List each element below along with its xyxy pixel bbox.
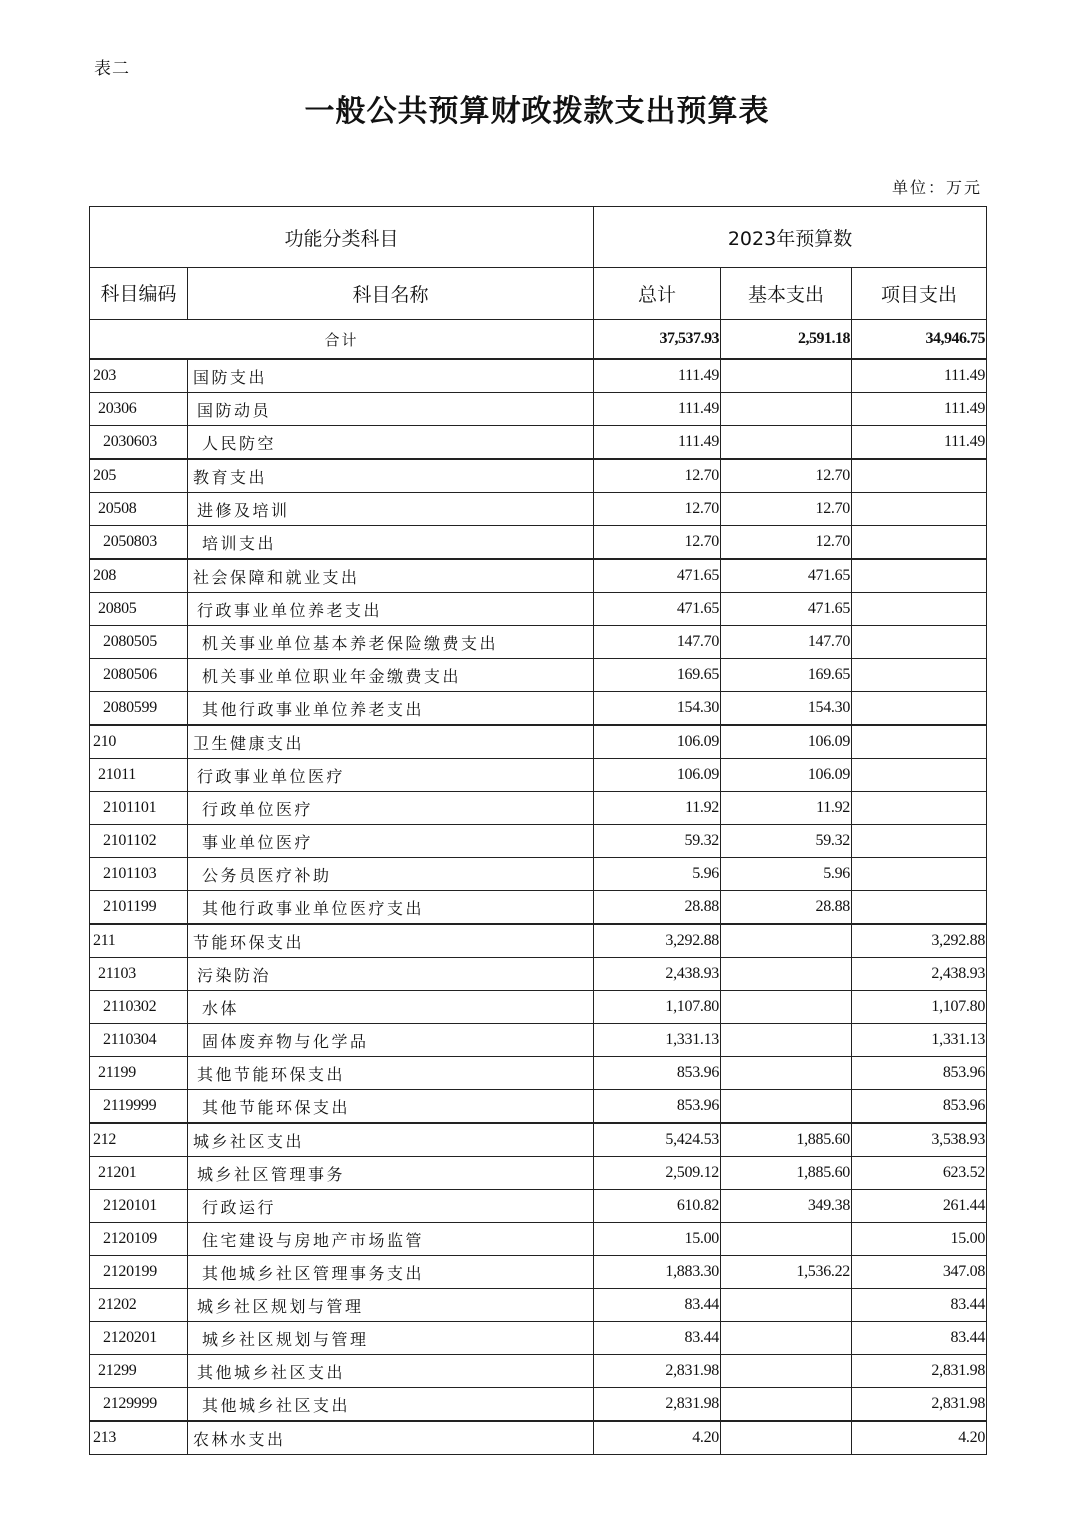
- header-group-row: [90, 207, 987, 268]
- row-basic: [721, 359, 852, 393]
- row-total: 471.65: [594, 559, 721, 593]
- header-total: 总计: [594, 268, 721, 320]
- row-total: 1,331.13: [594, 1024, 721, 1057]
- row-total: 169.65: [594, 659, 721, 692]
- header-name: 科目名称: [188, 268, 594, 320]
- row-total: 111.49: [594, 359, 721, 393]
- row-code: 2101199: [90, 891, 188, 925]
- table-row: [90, 891, 987, 925]
- row-code: 2101101: [90, 792, 188, 825]
- row-project: 1,331.13: [852, 1024, 987, 1057]
- row-project: [852, 559, 987, 593]
- table-row: [90, 759, 987, 792]
- row-code: 2101103: [90, 858, 188, 891]
- row-project: [852, 759, 987, 792]
- row-name: 其他行政事业单位养老支出: [188, 692, 594, 726]
- row-total: 3,292.88: [594, 924, 721, 958]
- row-project: 261.44: [852, 1190, 987, 1223]
- row-basic: 1,885.60: [721, 1123, 852, 1157]
- row-code: 2120199: [90, 1256, 188, 1289]
- row-total: 106.09: [594, 725, 721, 759]
- table-row: [90, 559, 987, 593]
- row-project: [852, 858, 987, 891]
- row-total: 111.49: [594, 393, 721, 426]
- row-name: 人民防空: [188, 426, 594, 460]
- row-code: 20508: [90, 493, 188, 526]
- row-name: 其他城乡社区支出: [188, 1355, 594, 1388]
- row-basic: 59.32: [721, 825, 852, 858]
- row-code: 21103: [90, 958, 188, 991]
- table-row: [90, 526, 987, 560]
- row-name: 行政事业单位医疗: [188, 759, 594, 792]
- row-name: 国防支出: [188, 359, 594, 393]
- row-code: 21201: [90, 1157, 188, 1190]
- header-code: 科目编码: [90, 268, 188, 320]
- row-code: 2030603: [90, 426, 188, 460]
- row-code: 2110304: [90, 1024, 188, 1057]
- table-number: 表二: [94, 59, 130, 78]
- row-basic: 169.65: [721, 659, 852, 692]
- row-basic: [721, 924, 852, 958]
- row-name: 城乡社区管理事务: [188, 1157, 594, 1190]
- header-budget-year: 2023年预算数: [594, 207, 987, 268]
- table-row: [90, 792, 987, 825]
- row-total: 15.00: [594, 1223, 721, 1256]
- row-code: 2080506: [90, 659, 188, 692]
- table-row: [90, 1024, 987, 1057]
- row-project: [852, 725, 987, 759]
- table-row: [90, 1057, 987, 1090]
- table-row: [90, 1256, 987, 1289]
- row-code: 212: [90, 1123, 188, 1157]
- row-code: 211: [90, 924, 188, 958]
- row-project: [852, 493, 987, 526]
- total-project: 34,946.75: [852, 320, 987, 360]
- row-basic: 349.38: [721, 1190, 852, 1223]
- row-total: 471.65: [594, 593, 721, 626]
- row-basic: [721, 1223, 852, 1256]
- table-row: [90, 1388, 987, 1422]
- row-total: 5.96: [594, 858, 721, 891]
- row-total: 5,424.53: [594, 1123, 721, 1157]
- row-basic: [721, 991, 852, 1024]
- row-basic: [721, 426, 852, 460]
- row-basic: 147.70: [721, 626, 852, 659]
- row-name: 水体: [188, 991, 594, 1024]
- table-row: [90, 593, 987, 626]
- budget-table: [89, 206, 987, 1455]
- row-project: [852, 526, 987, 560]
- row-code: 20306: [90, 393, 188, 426]
- row-name: 污染防治: [188, 958, 594, 991]
- row-project: [852, 459, 987, 493]
- page-title: 一般公共预算财政拨款支出预算表: [304, 95, 770, 128]
- row-total: 83.44: [594, 1289, 721, 1322]
- row-name: 事业单位医疗: [188, 825, 594, 858]
- row-total: 147.70: [594, 626, 721, 659]
- row-name: 机关事业单位基本养老保险缴费支出: [188, 626, 594, 659]
- row-basic: [721, 1057, 852, 1090]
- row-name: 教育支出: [188, 459, 594, 493]
- row-name: 城乡社区规划与管理: [188, 1289, 594, 1322]
- row-basic: [721, 1289, 852, 1322]
- row-total: 1,107.80: [594, 991, 721, 1024]
- row-total: 83.44: [594, 1322, 721, 1355]
- row-project: 3,538.93: [852, 1123, 987, 1157]
- row-project: 2,831.98: [852, 1388, 987, 1422]
- row-project: 83.44: [852, 1322, 987, 1355]
- row-project: [852, 659, 987, 692]
- row-project: 2,831.98: [852, 1355, 987, 1388]
- row-project: [852, 792, 987, 825]
- row-project: [852, 891, 987, 925]
- row-name: 住宅建设与房地产市场监管: [188, 1223, 594, 1256]
- row-basic: [721, 1024, 852, 1057]
- row-total: 28.88: [594, 891, 721, 925]
- row-project: 853.96: [852, 1090, 987, 1124]
- row-code: 2120109: [90, 1223, 188, 1256]
- table-row: [90, 1322, 987, 1355]
- row-basic: [721, 393, 852, 426]
- row-project: 3,292.88: [852, 924, 987, 958]
- row-project: 2,438.93: [852, 958, 987, 991]
- row-basic: [721, 1322, 852, 1355]
- table-row: [90, 858, 987, 891]
- row-code: 2080505: [90, 626, 188, 659]
- row-name: 城乡社区支出: [188, 1123, 594, 1157]
- row-total: 111.49: [594, 426, 721, 460]
- row-basic: 1,536.22: [721, 1256, 852, 1289]
- table-row: [90, 1223, 987, 1256]
- table-row: [90, 1190, 987, 1223]
- row-total: 2,438.93: [594, 958, 721, 991]
- row-project: 853.96: [852, 1057, 987, 1090]
- row-basic: 106.09: [721, 725, 852, 759]
- row-basic: [721, 958, 852, 991]
- row-code: 21199: [90, 1057, 188, 1090]
- row-basic: [721, 1090, 852, 1124]
- row-total: 4.20: [594, 1421, 721, 1455]
- row-project: [852, 626, 987, 659]
- row-name: 卫生健康支出: [188, 725, 594, 759]
- row-code: 2101102: [90, 825, 188, 858]
- row-basic: 5.96: [721, 858, 852, 891]
- row-basic: 12.70: [721, 493, 852, 526]
- row-basic: 12.70: [721, 459, 852, 493]
- table-row: [90, 659, 987, 692]
- row-name: 行政单位医疗: [188, 792, 594, 825]
- row-name: 行政事业单位养老支出: [188, 593, 594, 626]
- row-total: 2,831.98: [594, 1355, 721, 1388]
- table-row: [90, 359, 987, 393]
- row-total: 106.09: [594, 759, 721, 792]
- row-name: 机关事业单位职业年金缴费支出: [188, 659, 594, 692]
- row-name: 培训支出: [188, 526, 594, 560]
- row-name: 国防动员: [188, 393, 594, 426]
- total-basic: 2,591.18: [721, 320, 852, 360]
- row-basic: 471.65: [721, 559, 852, 593]
- row-project: 111.49: [852, 359, 987, 393]
- row-project: 4.20: [852, 1421, 987, 1455]
- row-basic: [721, 1355, 852, 1388]
- row-project: 83.44: [852, 1289, 987, 1322]
- table-row: [90, 725, 987, 759]
- table-row: [90, 426, 987, 460]
- total-label: 合计: [90, 320, 594, 360]
- table-row: [90, 991, 987, 1024]
- table-row: [90, 626, 987, 659]
- table-row: [90, 1355, 987, 1388]
- row-project: [852, 825, 987, 858]
- row-basic: 1,885.60: [721, 1157, 852, 1190]
- header-basic: 基本支出: [721, 268, 852, 320]
- row-total: 12.70: [594, 459, 721, 493]
- row-code: 21202: [90, 1289, 188, 1322]
- row-code: 203: [90, 359, 188, 393]
- unit-label: 单位：万元: [891, 180, 982, 197]
- row-name: 其他节能环保支出: [188, 1090, 594, 1124]
- row-project: 111.49: [852, 393, 987, 426]
- row-total: 1,883.30: [594, 1256, 721, 1289]
- row-basic: 28.88: [721, 891, 852, 925]
- row-total: 12.70: [594, 526, 721, 560]
- row-code: 21011: [90, 759, 188, 792]
- row-basic: 154.30: [721, 692, 852, 726]
- table-row: [90, 493, 987, 526]
- row-basic: 11.92: [721, 792, 852, 825]
- table-row: [90, 1289, 987, 1322]
- total-row: [90, 320, 987, 360]
- table-row: [90, 393, 987, 426]
- row-total: 11.92: [594, 792, 721, 825]
- row-code: 2120101: [90, 1190, 188, 1223]
- table-row: [90, 825, 987, 858]
- row-project: 15.00: [852, 1223, 987, 1256]
- row-name: 行政运行: [188, 1190, 594, 1223]
- row-total: 2,509.12: [594, 1157, 721, 1190]
- row-basic: [721, 1388, 852, 1422]
- header-functional-category: 功能分类科目: [90, 207, 594, 268]
- row-project: [852, 593, 987, 626]
- row-name: 固体废弃物与化学品: [188, 1024, 594, 1057]
- row-basic: [721, 1421, 852, 1455]
- row-name: 农林水支出: [188, 1421, 594, 1455]
- row-code: 2119999: [90, 1090, 188, 1124]
- table-row: [90, 958, 987, 991]
- row-basic: 106.09: [721, 759, 852, 792]
- table-row: [90, 924, 987, 958]
- row-project: 111.49: [852, 426, 987, 460]
- row-project: [852, 692, 987, 726]
- row-code: 2120201: [90, 1322, 188, 1355]
- row-total: 154.30: [594, 692, 721, 726]
- row-code: 208: [90, 559, 188, 593]
- row-code: 21299: [90, 1355, 188, 1388]
- table-row: [90, 1090, 987, 1124]
- row-name: 社会保障和就业支出: [188, 559, 594, 593]
- row-name: 其他行政事业单位医疗支出: [188, 891, 594, 925]
- row-name: 城乡社区规划与管理: [188, 1322, 594, 1355]
- row-code: 205: [90, 459, 188, 493]
- row-code: 20805: [90, 593, 188, 626]
- table-row: [90, 1421, 987, 1455]
- row-name: 其他城乡社区支出: [188, 1388, 594, 1422]
- row-total: 2,831.98: [594, 1388, 721, 1422]
- row-project: 623.52: [852, 1157, 987, 1190]
- row-code: 2110302: [90, 991, 188, 1024]
- table-row: [90, 1123, 987, 1157]
- header-project: 项目支出: [852, 268, 987, 320]
- row-name: 节能环保支出: [188, 924, 594, 958]
- row-project: 1,107.80: [852, 991, 987, 1024]
- row-code: 213: [90, 1421, 188, 1455]
- table-row: [90, 1157, 987, 1190]
- row-name: 公务员医疗补助: [188, 858, 594, 891]
- row-total: 853.96: [594, 1090, 721, 1124]
- row-basic: 471.65: [721, 593, 852, 626]
- row-total: 59.32: [594, 825, 721, 858]
- row-name: 其他节能环保支出: [188, 1057, 594, 1090]
- row-name: 进修及培训: [188, 493, 594, 526]
- row-code: 2080599: [90, 692, 188, 726]
- row-total: 610.82: [594, 1190, 721, 1223]
- table-row: [90, 692, 987, 726]
- table-row: [90, 459, 987, 493]
- row-code: 2129999: [90, 1388, 188, 1422]
- row-code: 2050803: [90, 526, 188, 560]
- header-column-row: [90, 268, 987, 320]
- row-name: 其他城乡社区管理事务支出: [188, 1256, 594, 1289]
- row-total: 853.96: [594, 1057, 721, 1090]
- row-project: 347.08: [852, 1256, 987, 1289]
- row-code: 210: [90, 725, 188, 759]
- row-basic: 12.70: [721, 526, 852, 560]
- row-total: 12.70: [594, 493, 721, 526]
- total-sum: 37,537.93: [594, 320, 721, 360]
